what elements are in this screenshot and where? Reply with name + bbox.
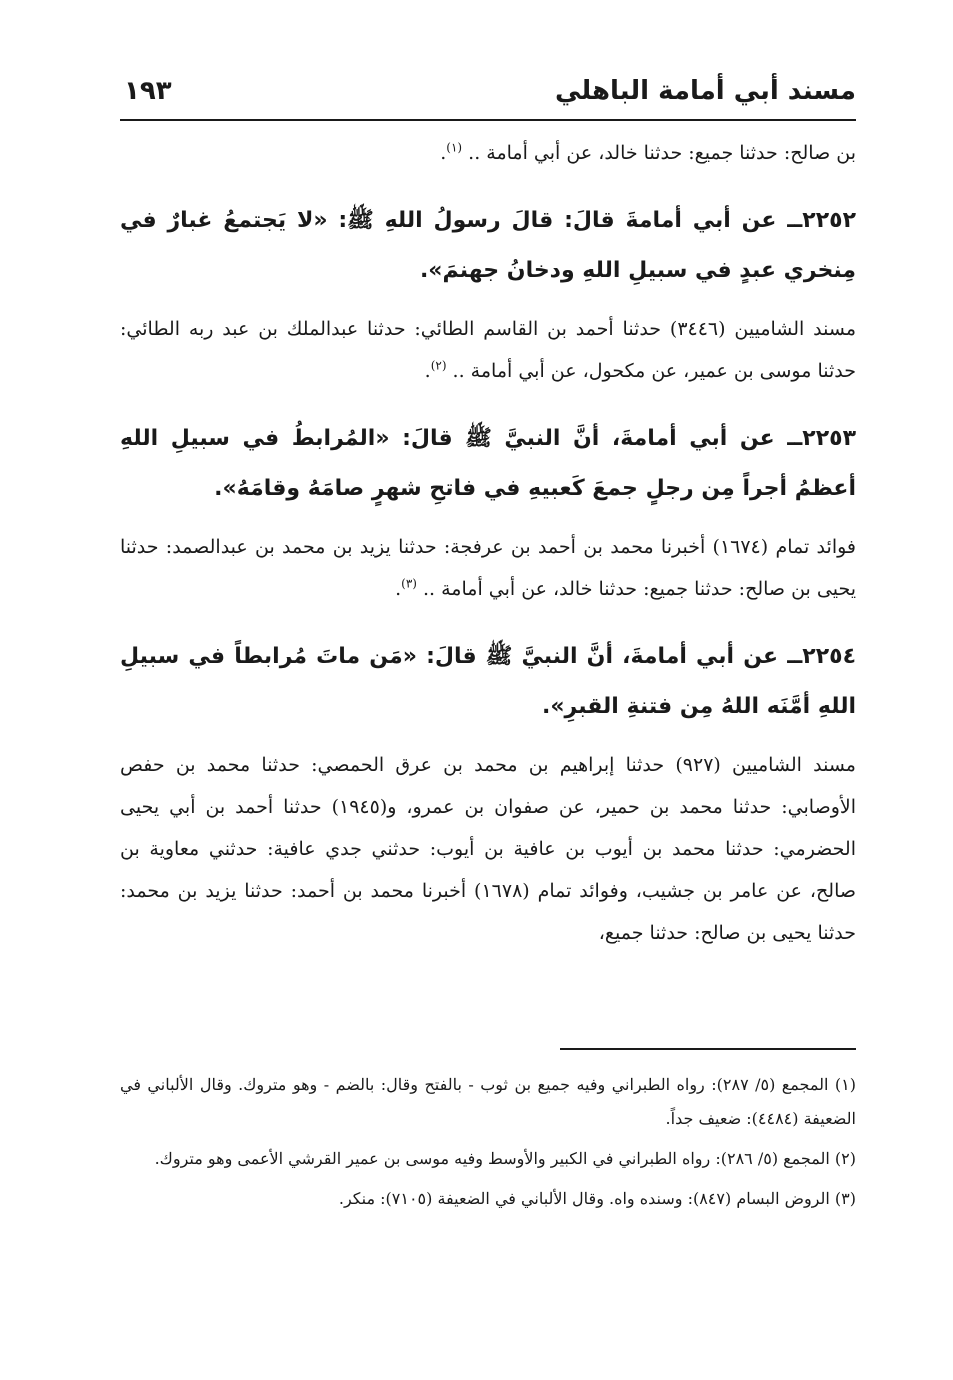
hadith-2252: ٢٢٥٢ــ عن أبي أمامةَ قالَ: قالَ رسولُ اللهِ ﷺ: «لا يَجتمعُ غبارٌ في مِنخري عبدٍ في سبيلِ اللهِ ودخانُ جهنمَ». <box>120 208 856 283</box>
header-rule <box>120 119 856 121</box>
source-2253-text: فوائد تمام (١٦٧٤) أخبرنا محمد بن أحمد بن عرفجة: حدثنا يزيد بن محمد بن عبدالصمد: حدثنا يحيى بن صالح: حدثنا جميع: حدثنا خالد، عن أبي أمامة .. <box>120 536 856 600</box>
footnote-ref-3: (٣) <box>401 576 417 591</box>
running-title: مسند أبي أمامة الباهلي <box>555 76 856 106</box>
continuation-text: بن صالح: حدثنا جميع: حدثنا خالد، عن أبي أمامة .. <box>462 142 856 164</box>
main-text <box>120 132 856 954</box>
hadith-2254: ٢٢٥٤ــ عن أبي أمامةَ، أنَّ النبيَّ ﷺ قالَ: «مَن ماتَ مُرابطاً في سبيلِ اللهِ أمَّنَه اللهُ مِن فتنةِ القبرِ». <box>120 644 856 719</box>
source-2252-text: مسند الشاميين (٣٤٤٦) حدثنا أحمد بن القاسم الطائي: حدثنا عبدالملك بن عبد ربه الطائي: حدثنا موسى بن عمير، عن مكحول، عن أبي أمامة .. <box>120 318 856 382</box>
footnote-2: (٢) المجمع (٥/ ٢٨٦): رواه الطبراني في الكبير والأوسط وفيه موسى بن عمير القرشي الأعمى وهو متروك. <box>154 1149 856 1168</box>
footnote-3: (٣) الروض البسام (٨٤٧): وسنده واه. وقال الألباني في الضعيفة (٧١٠٥): منكر. <box>338 1189 856 1208</box>
source-2252: مسند الشاميين (٣٤٤٦) حدثنا أحمد بن القاسم الطائي: حدثنا عبدالملك بن عبد ربه الطائي: حدثنا موسى بن عمير، عن مكحول، عن أبي أمامة .. $^{(٢)}$. <box>120 318 856 382</box>
footnote-1: (١) المجمع (٥/ ٢٨٧): رواه الطبراني وفيه جميع بن ثوب - بالفتح وقال: بالضم - وهو متروك. وقال الألباني في الضعيفة (٤٤٨٤): ضعيف جداً. <box>120 1075 856 1128</box>
footnotes <box>120 1068 856 1222</box>
hadith-2253: ٢٢٥٣ــ عن أبي أمامةَ، أنَّ النبيَّ ﷺ قالَ: «المُرابطُ في سبيلِ اللهِ أعظمُ أجراً مِن رجلٍ جمعَ كَعبيهِ في فاتحِ شهرٍ صامَهُ وقامَهُ». <box>120 426 856 501</box>
source-2254: مسند الشاميين (٩٢٧) حدثنا إبراهيم بن محمد بن عرق الحمصي: حدثنا محمد بن حفص الأوصابي: حدثنا محمد بن حمير، عن صفوان بن عمرو، و(١٩٤٥) حدثنا أحمد بن أبي يحيى الحضرمي: حدثنا محمد بن أيوب بن عافية بن أيوب: حدثني جدي عافية: حدثني معاوية بن صالح، عن عامر بن جشيب، وفوائد تمام (١٦٧٨) أخبرنا محمد بن أحمد: حدثنا يزيد بن محمد: حدثنا يحيى بن صالح: حدثنا جميع، <box>120 754 856 944</box>
continuation-paragraph: بن صالح: حدثنا جميع: حدثنا خالد، عن أبي أمامة .. $^{(١)}$. <box>440 140 856 164</box>
footnote-ref-2: (٢) <box>430 358 447 373</box>
page-header <box>120 68 856 118</box>
source-2253: فوائد تمام (١٦٧٤) أخبرنا محمد بن أحمد بن عرفجة: حدثنا يزيد بن محمد بن عبدالصمد: حدثنا يحيى بن صالح: حدثنا جميع: حدثنا خالد، عن أبي أمامة .. $^{(٣)}$. <box>120 536 856 600</box>
footnote-separator <box>560 1048 856 1050</box>
page-number: ١٩٣ <box>124 76 172 106</box>
footnote-ref-1: (١) <box>446 140 463 155</box>
